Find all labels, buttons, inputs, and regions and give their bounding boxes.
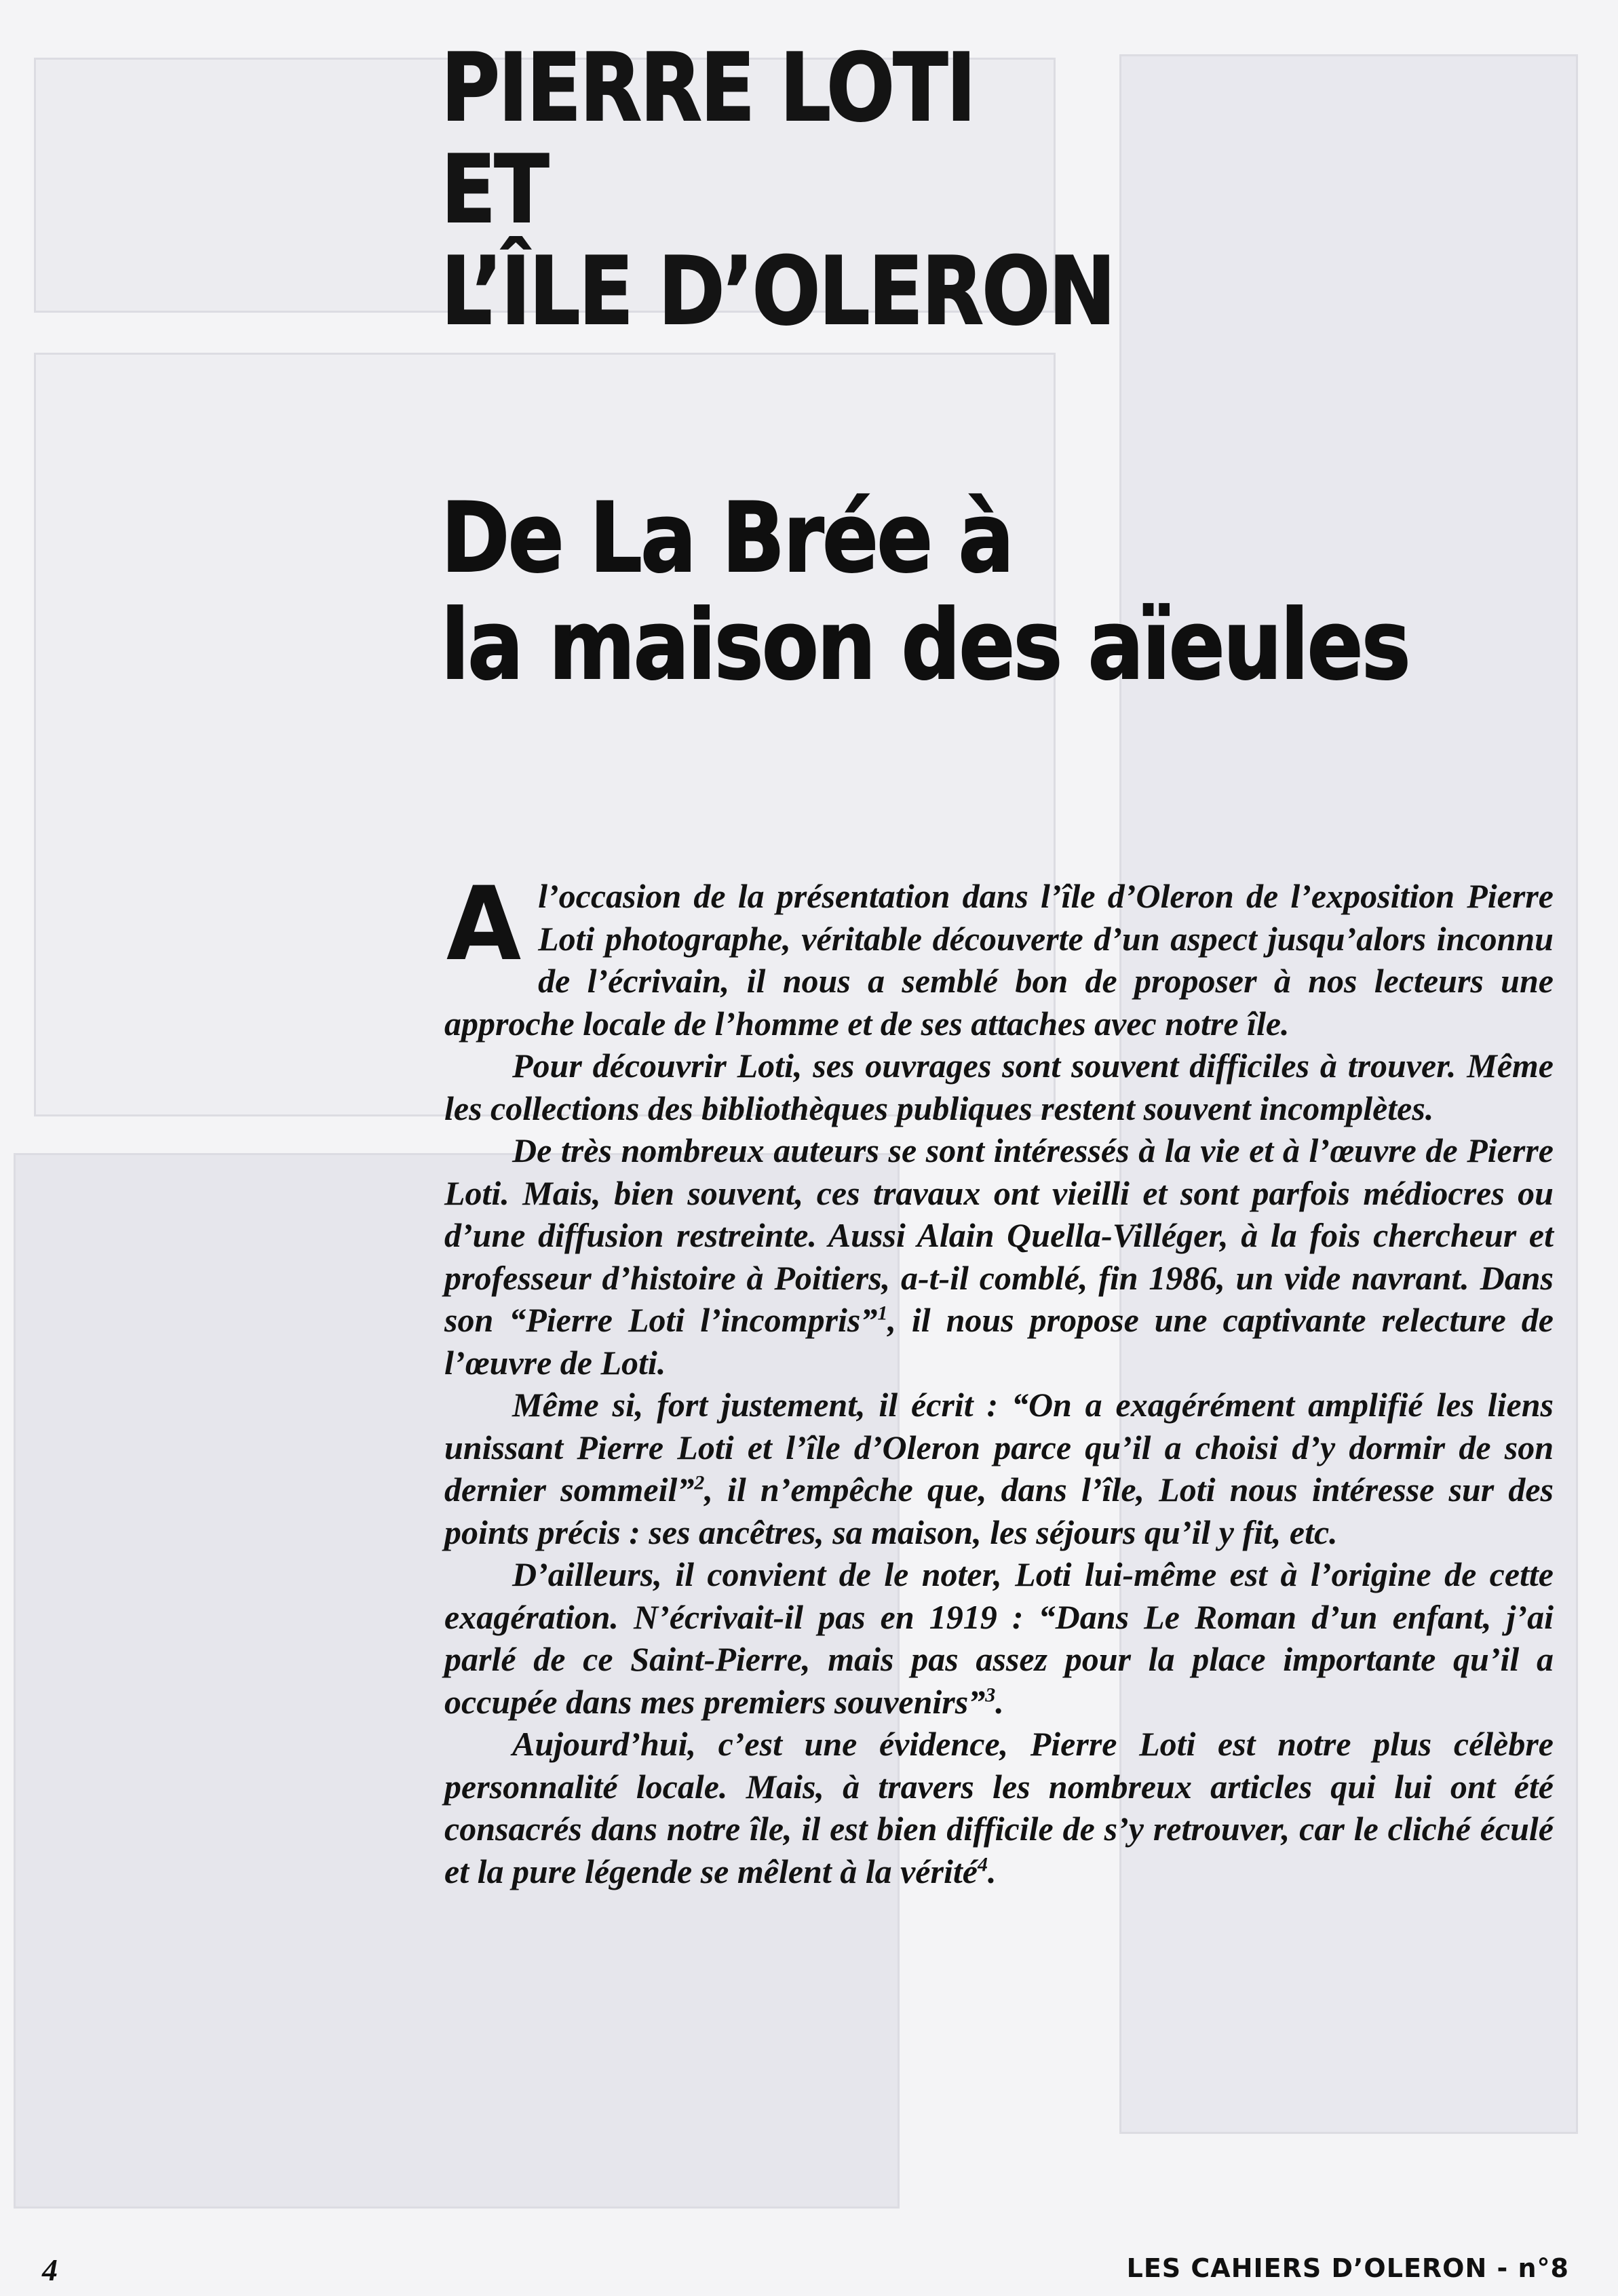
paragraph-text: D’ailleurs, il convient de le noter, Loti lui-même est à l’origine de cette exagération. N’écrivait-il pas en 1919 : “Dans Le Roman d’un enfant, j’ai parlé de ce Saint-Pierre, mais pas assez pour la place importante qu’il a occupée dans mes premiers souvenirs” <box>444 1555 1554 1721</box>
article-body <box>444 865 1554 1892</box>
article-paragraph <box>444 1129 1554 1384</box>
paragraph-text: Pour découvrir Loti, ses ouvrages sont souvent difficiles à trouver. Même les collections des bibliothèques publiques restent souvent incomplètes. <box>444 1047 1554 1127</box>
subtitle-line: De La Brée à <box>441 482 1013 594</box>
title-line: PIERRE LOTI <box>441 33 975 142</box>
article-paragraph <box>444 865 1554 1045</box>
article-paragraph <box>444 1045 1554 1129</box>
article-paragraph <box>444 1384 1554 1553</box>
paragraph-text: Aujourd’hui, c’est une évidence, Pierre Loti est notre plus célèbre personnalité locale. Mais, à travers les nombreux articles qui lui ont été consacrés dans notre île, il est bien difficile de s’y retrouver, car le cliché éculé et la pure légende se mêlent à la vérité <box>444 1725 1554 1890</box>
paragraph-text: . <box>987 1852 997 1890</box>
journal-name: LES CAHIERS D’OLERON - n°8 <box>1126 2253 1569 2283</box>
page-subtitle <box>441 482 1526 701</box>
paragraph-text: , il nous propose une captivante relecture de l’œuvre de Loti. <box>444 1301 1554 1382</box>
paragraph-text: Même si, fort justement, il écrit : “On a exagérément amplifié les liens unissant Pierre Loti et l’île d’Oleron parce qu’il a choisi d’y dormir de son dernier sommeil” <box>444 1386 1554 1509</box>
title-line: L’ÎLE D’OLERON <box>441 237 1115 346</box>
paragraph-text: l’occasion de la présentation dans l’île d’Oleron de l’exposition Pierre Loti photographe, véritable découverte d’un aspect jusqu’alors inconnu de l’écrivain, il nous a semblé bon de proposer à nos lecteurs une approche locale de l’homme et de ses attaches avec notre île. <box>444 877 1554 1043</box>
title-line: ET <box>441 135 547 244</box>
page-number: 4 <box>42 2253 58 2287</box>
footnote-ref: 4 <box>977 1852 988 1875</box>
footnote-ref: 3 <box>985 1683 996 1706</box>
drop-cap: A <box>446 865 522 984</box>
subtitle-line: la maison des aïeules <box>441 589 1410 701</box>
paragraph-text: De très nombreux auteurs se sont intéressés à la vie et à l’œuvre de Pierre Loti. Mais, bien souvent, ces travaux ont vieilli et sont parfois médiocres ou d’une diffusion restreinte. Aussi Alain Quella-Villéger, à la fois chercheur et professeur d’histoire à Poitiers, a-t-il comblé, fin 1986, un vide navrant. Dans son “Pierre Loti l’incompris” <box>444 1131 1554 1339</box>
footnote-ref: 2 <box>694 1471 705 1494</box>
article-paragraph <box>444 1553 1554 1723</box>
footnote-ref: 1 <box>877 1302 888 1325</box>
article-paragraph <box>444 1723 1554 1892</box>
page-title <box>441 33 1459 346</box>
paragraph-text: . <box>995 1682 1004 1721</box>
paragraph-text: , il n’empêche que, dans l’île, Loti nous intéresse sur des points précis : ses ancêtres, sa maison, les séjours qu’il y fit, etc. <box>444 1471 1554 1551</box>
